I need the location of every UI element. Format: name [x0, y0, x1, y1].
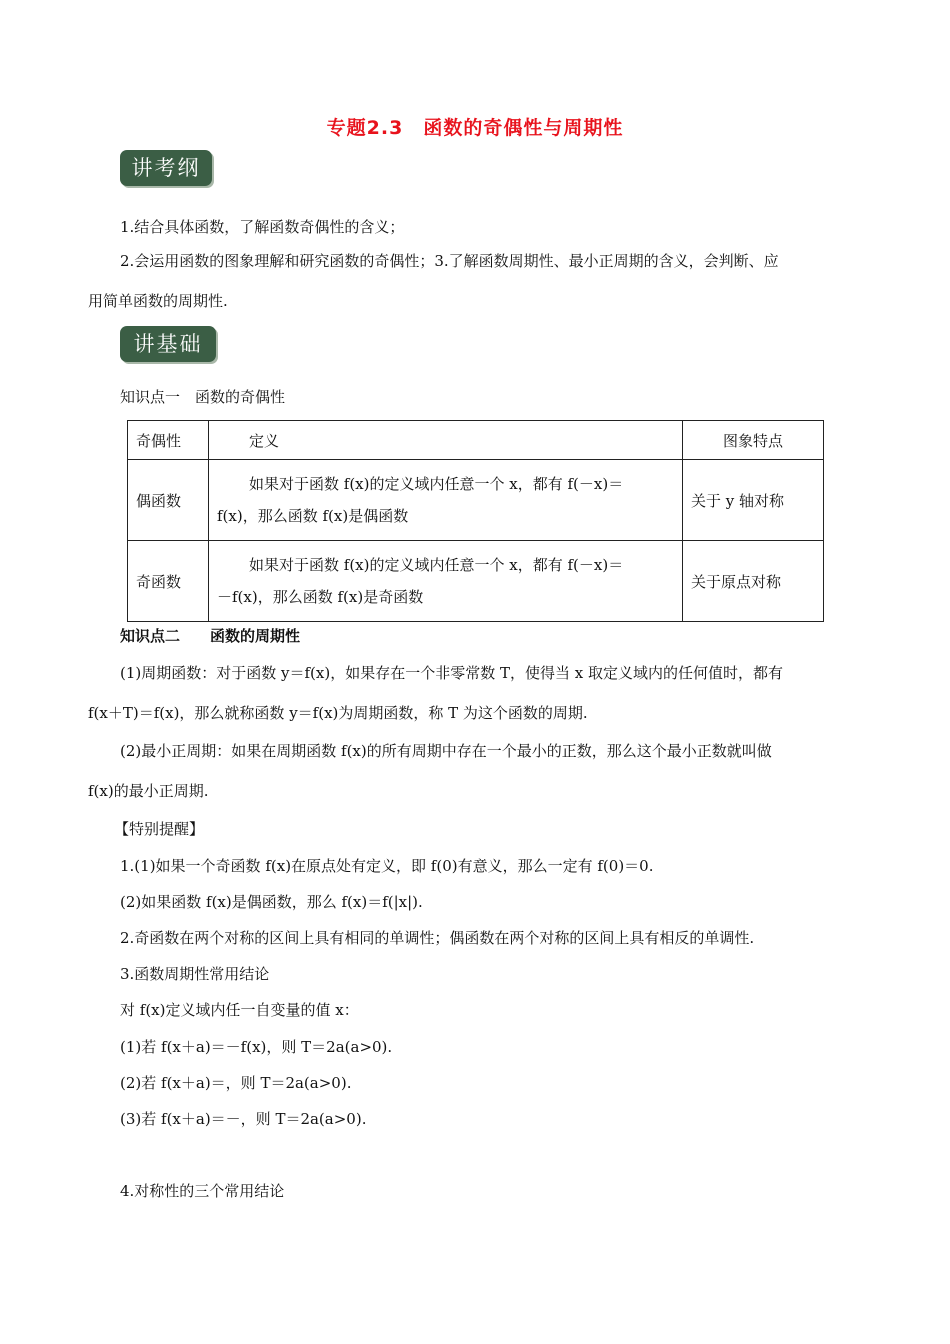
- header-parity: 奇偶性: [128, 421, 209, 460]
- section-badge-basics: 讲基础: [120, 326, 216, 362]
- page-title: 专题2.3 函数的奇偶性与周期性: [326, 117, 624, 139]
- syllabus-line-2: 2.会运用函数的图象理解和研究函数的奇偶性；3.了解函数周期性、最小正周期的含义，会判断、应: [120, 252, 779, 270]
- section-badge-syllabus: 讲考纲: [120, 150, 212, 186]
- reminder-line: 1.(1)如果一个奇函数 f(x)在原点处有定义，即 f(0)有意义，那么一定有 f(0)＝0.: [120, 857, 654, 875]
- definition-line: f(x)，那么函数 f(x)是偶函数: [217, 507, 409, 525]
- row-feature: 关于 y 轴对称: [683, 460, 824, 541]
- min-period-line-1: (2)最小正周期：如果在周期函数 f(x)的所有周期中存在一个最小的正数，那么这个最小正数就叫做: [120, 742, 772, 760]
- min-period-line-2: f(x)的最小正周期.: [88, 782, 209, 800]
- definition-line: －f(x)，那么函数 f(x)是奇函数: [217, 588, 424, 606]
- row-name: 奇函数: [128, 541, 209, 622]
- table-row: [128, 541, 824, 622]
- row-feature: 关于原点对称: [683, 541, 824, 622]
- parity-table: [127, 420, 824, 622]
- periodic-function-line-2: f(x＋T)＝f(x)，那么就称函数 y＝f(x)为周期函数，称 T 为这个函数的周期.: [88, 704, 588, 722]
- knowledge-point-1-heading: 知识点一 函数的奇偶性: [120, 388, 286, 406]
- row-definition: [209, 460, 683, 541]
- table-row: [128, 460, 824, 541]
- definition-line: 如果对于函数 f(x)的定义域内任意一个 x，都有 f(－x)＝: [249, 556, 624, 574]
- reminder-line: 4.对称性的三个常用结论: [120, 1182, 285, 1200]
- knowledge-point-2-heading: 知识点二 函数的周期性: [120, 627, 301, 645]
- syllabus-line-1: 1.结合具体函数，了解函数奇偶性的含义；: [120, 218, 405, 236]
- reminder-heading: 【特别提醒】: [114, 820, 205, 838]
- periodic-function-line-1: (1)周期函数：对于函数 y＝f(x)，如果存在一个非零常数 T，使得当 x 取定义域内的任何值时，都有: [120, 664, 783, 682]
- reminder-line: 2.奇函数在两个对称的区间上具有相同的单调性；偶函数在两个对称的区间上具有相反的单调性.: [120, 929, 755, 947]
- header-graph-feature: 图象特点: [683, 421, 824, 460]
- row-name: 偶函数: [128, 460, 209, 541]
- header-definition: 定义: [209, 421, 683, 460]
- reminder-line: (1)若 f(x＋a)＝－f(x)，则 T＝2a(a>0).: [120, 1038, 393, 1056]
- reminder-line: (3)若 f(x＋a)＝－，则 T＝2a(a>0).: [120, 1110, 367, 1128]
- definition-line: 如果对于函数 f(x)的定义域内任意一个 x，都有 f(－x)＝: [249, 475, 624, 493]
- reminder-line: 对 f(x)定义域内任一自变量的值 x：: [120, 1001, 359, 1019]
- syllabus-line-3: 用简单函数的周期性.: [88, 292, 228, 310]
- reminder-line: (2)如果函数 f(x)是偶函数，那么 f(x)＝f(|x|).: [120, 893, 423, 911]
- table-header-row: [128, 421, 824, 460]
- reminder-line: 3.函数周期性常用结论: [120, 965, 270, 983]
- row-definition: [209, 541, 683, 622]
- reminder-line: (2)若 f(x＋a)＝，则 T＝2a(a>0).: [120, 1074, 352, 1092]
